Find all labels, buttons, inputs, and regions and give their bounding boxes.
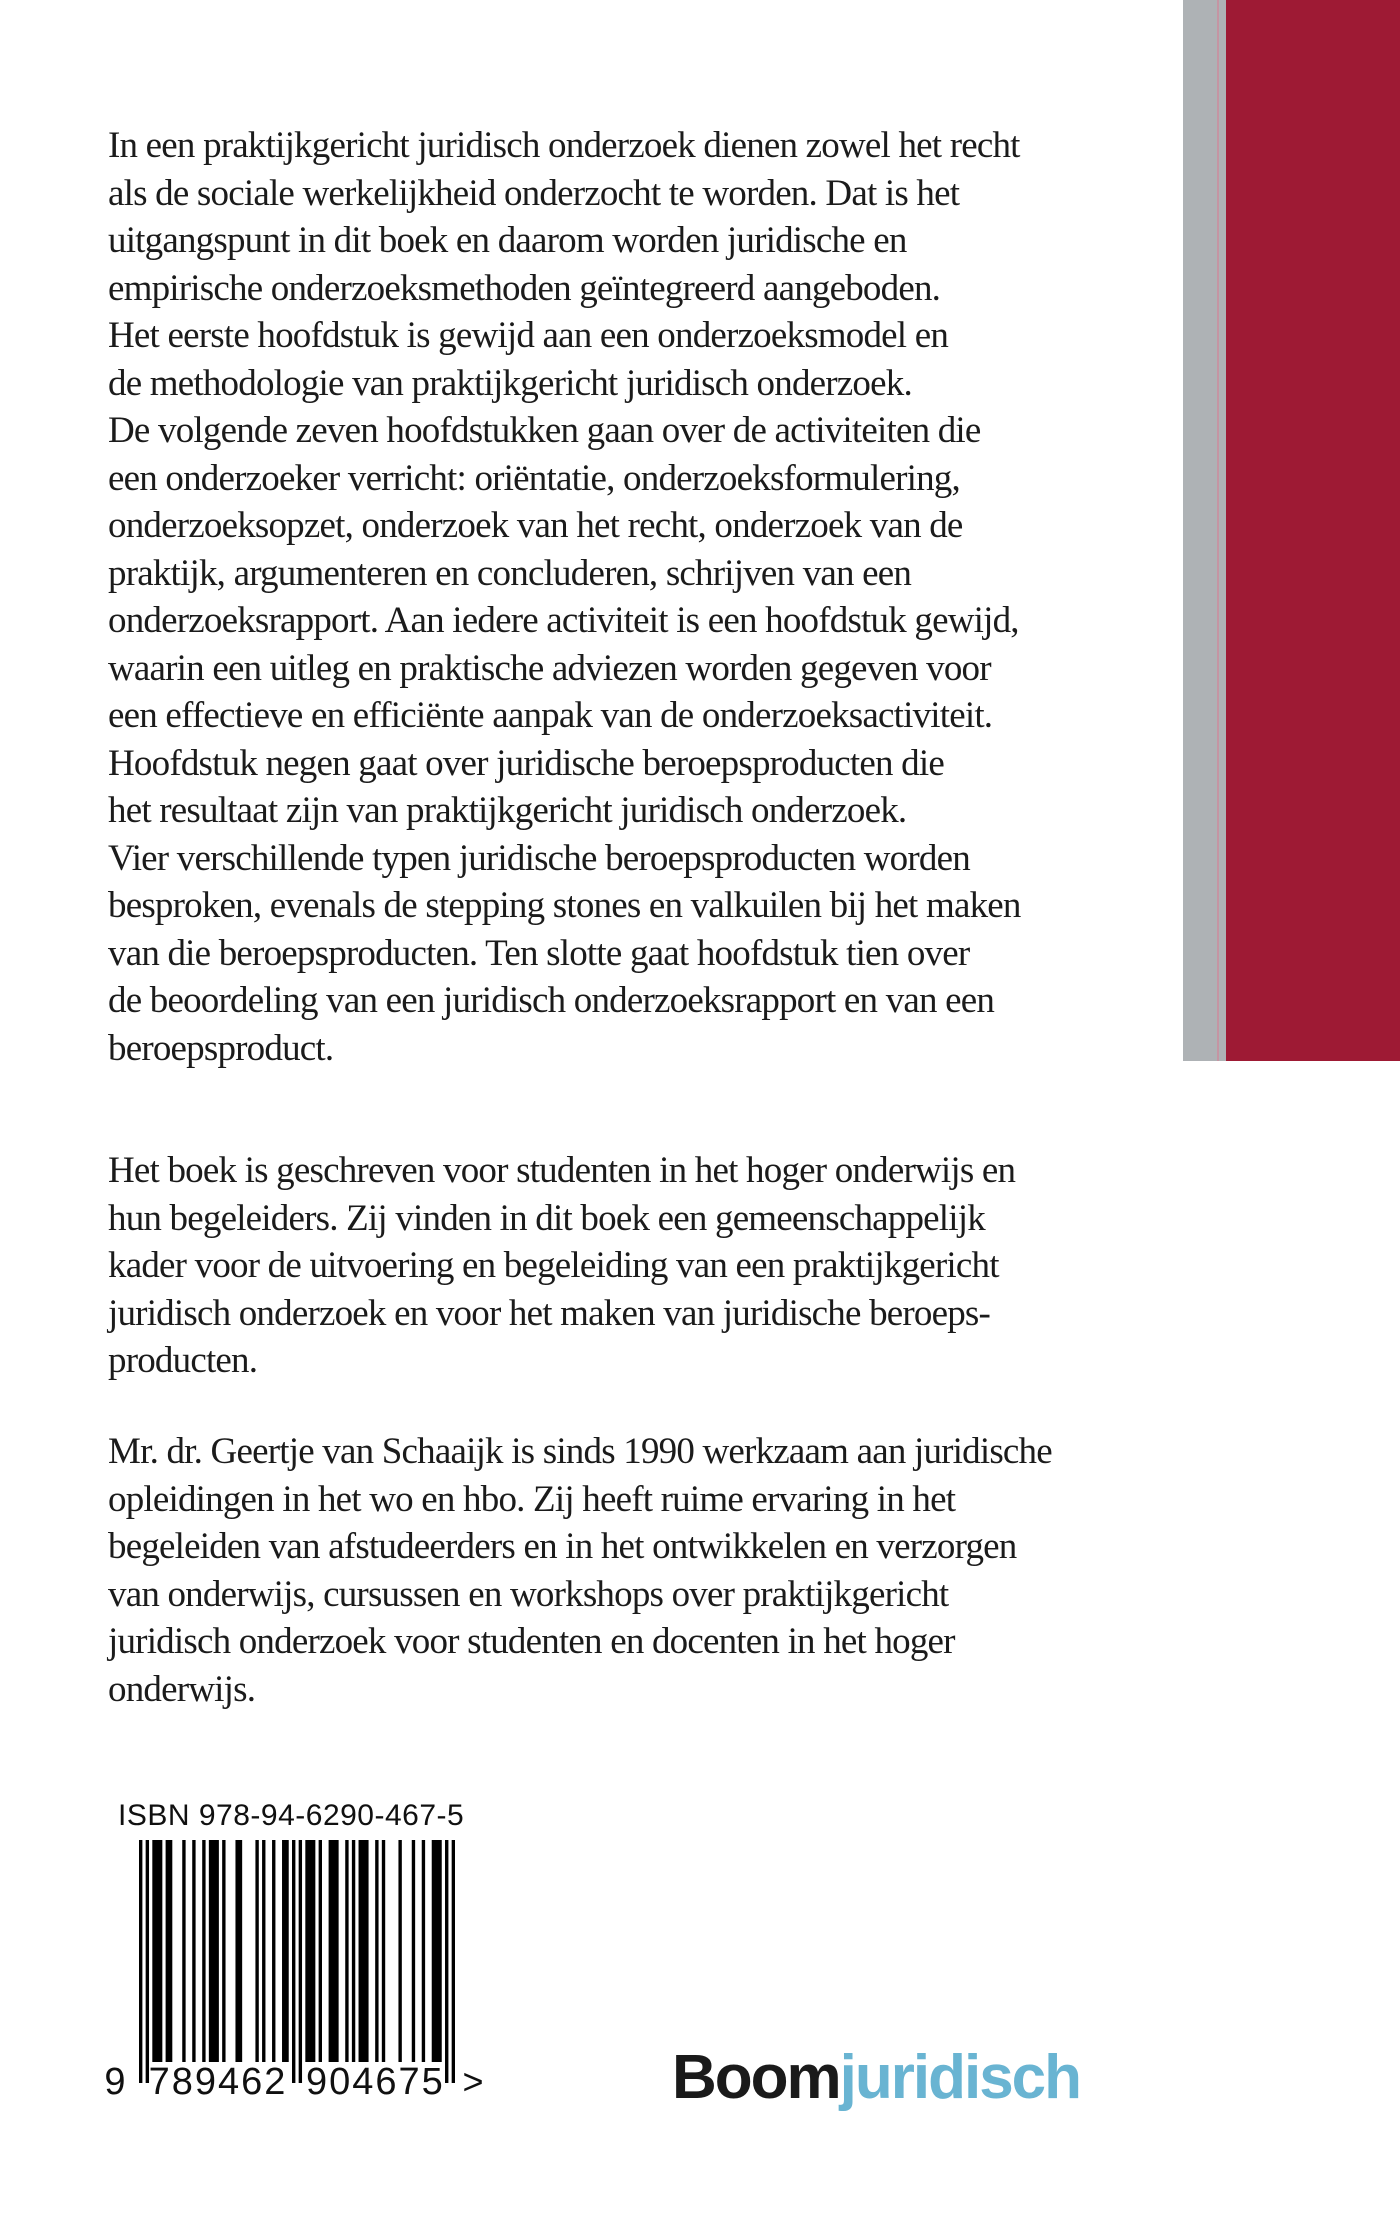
- text-line: van die beroepsproducten. Ten slotte gaat hoofdstuk tien over: [108, 932, 970, 974]
- text-line: hun begeleiders. Zij vinden in dit boek een gemeenschappelijk: [108, 1197, 985, 1239]
- publisher-logo-boom: Boom: [672, 2043, 840, 2112]
- text-line: waarin een uitleg en praktische adviezen worden gegeven voor: [108, 647, 991, 689]
- text-line: Het boek is geschreven voor studenten in het hoger onderwijs en: [108, 1150, 1016, 1191]
- text-line: als de sociale werkelijkheid onderzocht te worden. Dat is het: [108, 172, 960, 214]
- text-line: praktijk, argumenteren en concluderen, schrijven van een: [108, 552, 912, 594]
- text-line: In een praktijkgericht juridisch onderzoek dienen zowel het recht: [108, 125, 1020, 166]
- barcode-left-digits: 789462: [148, 2061, 288, 2103]
- ean13-barcode: [139, 1840, 455, 2083]
- text-line: uitgangspunt in dit boek en daarom worden juridische en: [108, 220, 907, 261]
- barcode-right-digits: 904675: [306, 2061, 445, 2103]
- text-line: De volgende zeven hoofdstukken gaan over de activiteiten die: [108, 410, 981, 451]
- text-line: onderzoeksopzet, onderzoek van het recht, onderzoek van de: [108, 505, 963, 546]
- text-line: Mr. dr. Geertje van Schaaijk is sinds 1990 werkzaam aan juridische: [108, 1431, 1052, 1472]
- text-line: empirische onderzoeksmethoden geïntegreerd aangeboden.: [108, 267, 941, 309]
- barcode-arrow-icon: >: [462, 2061, 484, 2102]
- text-line: onderwijs.: [108, 1668, 256, 1710]
- text-line: juridisch onderzoek voor studenten en docenten in het hoger: [108, 1621, 955, 1662]
- audience-paragraph: [108, 1147, 1015, 1385]
- text-line: Vier verschillende typen juridische beroepsproducten worden: [108, 837, 970, 879]
- publisher-logo-juridisch: juridisch: [839, 2043, 1081, 2112]
- isbn-label: ISBN 978-94-6290-467-5: [118, 1799, 465, 1832]
- blurb-paragraph: [108, 122, 1021, 1072]
- text-line: Hoofdstuk negen gaat over juridische beroepsproducten die: [108, 742, 944, 784]
- text-line: begeleiden van afstudeerders en in het ontwikkelen en verzorgen: [108, 1526, 1017, 1567]
- text-line: opleidingen in het wo en hbo. Zij heeft ruime ervaring in het: [108, 1478, 956, 1520]
- spine-red-band: [1226, 0, 1400, 1061]
- text-line: van onderwijs, cursussen en workshops over praktijkgericht: [108, 1573, 949, 1615]
- barcode-first-digit: 9: [104, 2061, 126, 2103]
- text-line: onderzoeksrapport. Aan iedere activiteit is een hoofdstuk gewijd,: [108, 600, 1019, 641]
- text-line: juridisch onderzoek en voor het maken van juridische beroeps-: [108, 1292, 991, 1334]
- spine-fold-line: [1217, 0, 1219, 1061]
- text-line: een onderzoeker verricht: oriëntatie, onderzoeksformulering,: [108, 457, 960, 499]
- publisher-logo: [672, 2043, 1081, 2112]
- text-line: besproken, evenals de stepping stones en valkuilen bij het maken: [108, 885, 1021, 926]
- text-line: producten.: [108, 1340, 258, 1381]
- text-line: beroepsproduct.: [108, 1027, 334, 1069]
- text-line: de beoordeling van een juridisch onderzoeksrapport en van een: [108, 980, 995, 1021]
- text-line: het resultaat zijn van praktijkgericht juridisch onderzoek.: [108, 790, 907, 831]
- spine-gray-band: [1183, 0, 1226, 1061]
- text-line: Het eerste hoofdstuk is gewijd aan een onderzoeksmodel en: [108, 315, 949, 356]
- text-line: een effectieve en efficiënte aanpak van de onderzoeksactiviteit.: [108, 695, 993, 736]
- text-line: kader voor de uitvoering en begeleiding van een praktijkgericht: [108, 1245, 999, 1286]
- author-paragraph: [108, 1428, 1052, 1713]
- text-line: de methodologie van praktijkgericht juridisch onderzoek.: [108, 362, 912, 404]
